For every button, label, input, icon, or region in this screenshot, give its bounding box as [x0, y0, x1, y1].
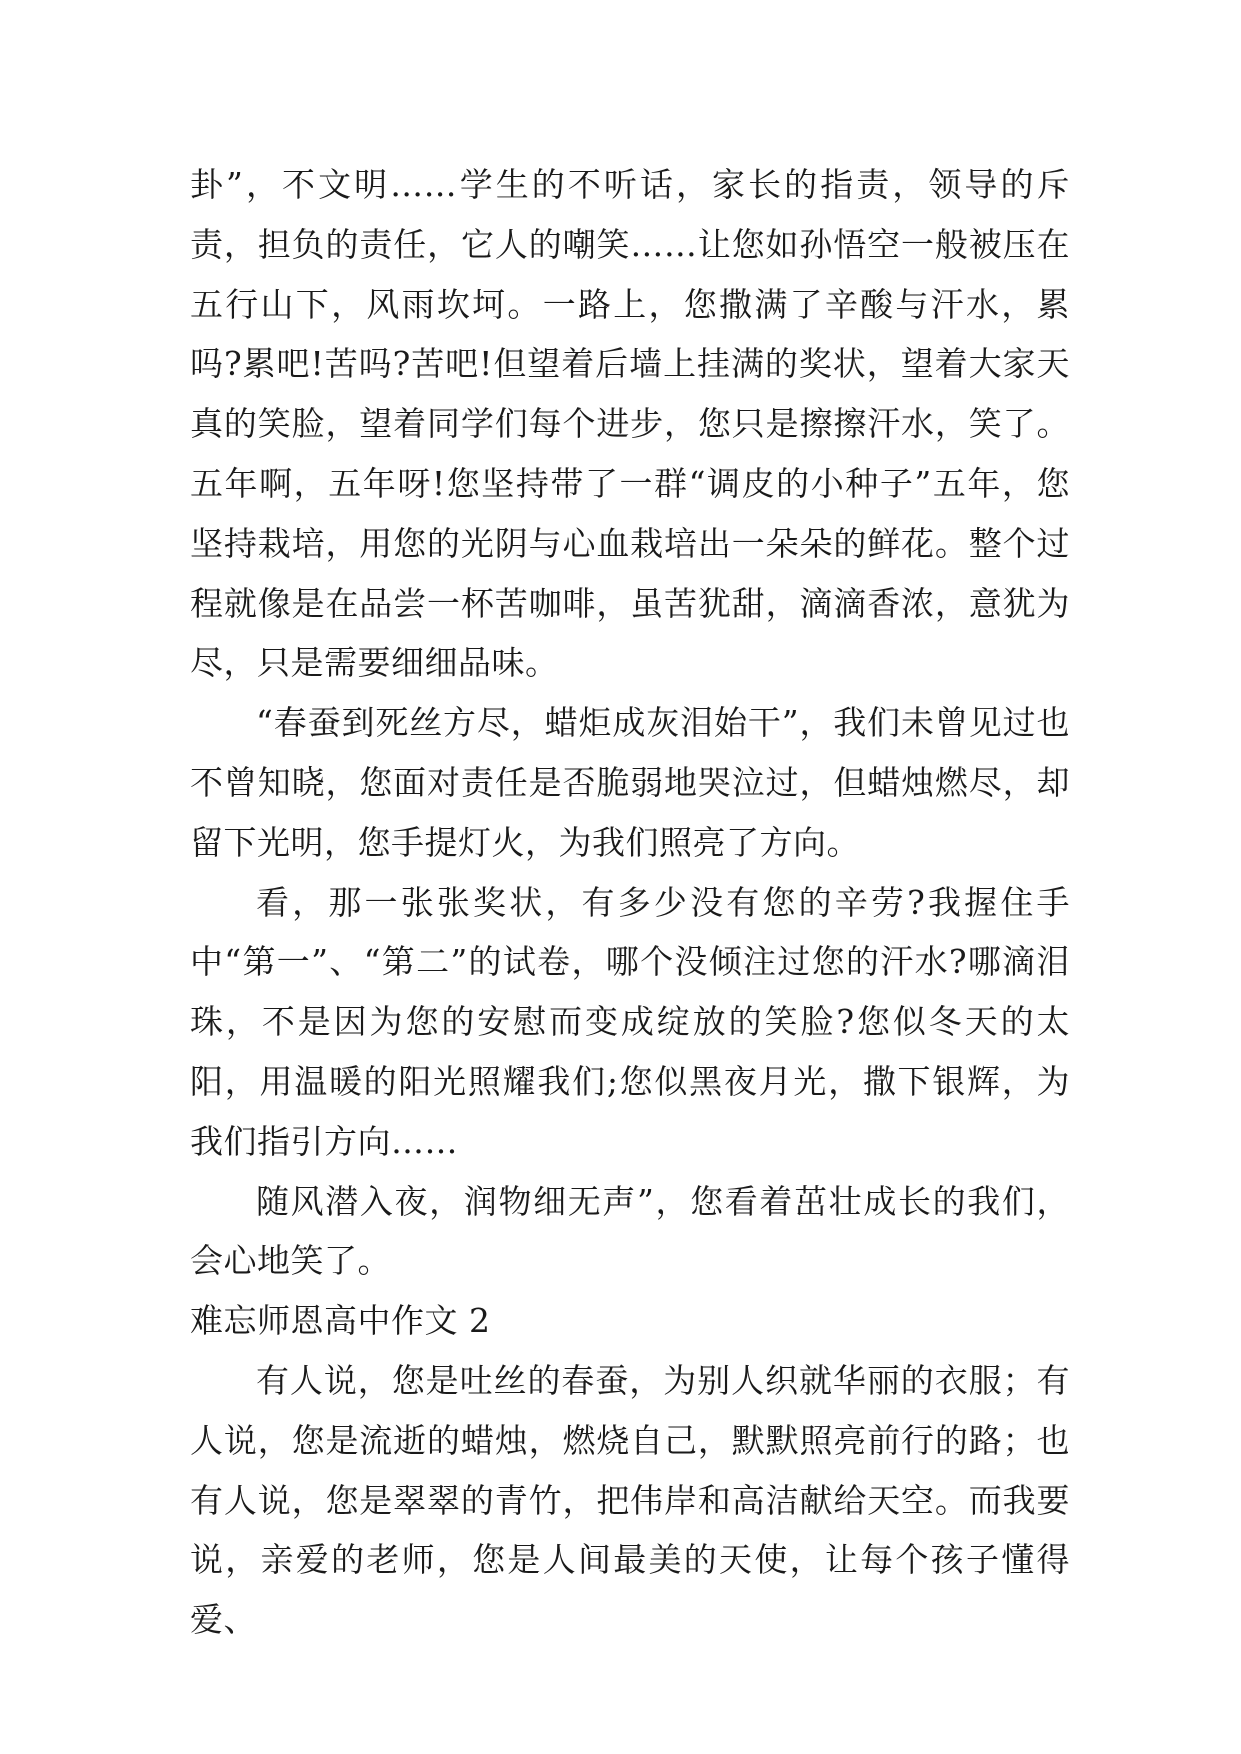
essay-title: 难忘师恩高中作文 2 [190, 1301, 491, 1341]
essay-paragraph-2: “春蚕到死丝方尽，蜡炬成灰泪始干”，我们未曾见过也不曾知晓，您面对责任是否脆弱地哭泣过，但蜡烛燃尽，却留下光明，您手提灯火，为我们照亮了方向。 [190, 703, 1070, 862]
essay-paragraph-1: 卦”，不文明……学生的不听话，家长的指责，领导的斥责，担负的责任，它人的嘲笑……让您如孙悟空一般被压在五行山下，风雨坎坷。一路上，您撒满了辛酸与汗水，累吗?累吧!苦吗?苦吧!但望着后墙上挂满的奖状，望着大家天真的笑脸，望着同学们每个进步，您只是擦擦汗水，笑了。五年啊，五年呀!您坚持带了一群“调皮的小种子”五年，您坚持栽培，用您的光阴与心血栽培出一朵朵的鲜花。整个过程就像是在品尝一杯苦咖啡，虽苦犹甜，滴滴香浓，意犹为尽，只是需要细细品味。 [190, 165, 1070, 683]
essay-body [190, 155, 1070, 1650]
essay-paragraph-5: 有人说，您是吐丝的春蚕，为别人织就华丽的衣服；有人说，您是流逝的蜡烛，燃烧自己，默默照亮前行的路；也有人说，您是翠翠的青竹，把伟岸和高洁献给天空。而我要说，亲爱的老师，您是人间最美的天使，让每个孩子懂得爱、 [190, 1360, 1070, 1640]
essay-paragraph-4: 随风潜入夜，润物细无声”，您看着茁壮成长的我们，会心地笑了。 [190, 1181, 1070, 1281]
essay-paragraph-3: 看，那一张张奖状，有多少没有您的辛劳?我握住手中“第一”、“第二”的试卷，哪个没倾注过您的汗水?哪滴泪珠，不是因为您的安慰而变成绽放的笑脸?您似冬天的太阳，用温暖的阳光照耀我们;您似黑夜月光，撒下银辉，为我们指引方向…… [190, 882, 1070, 1161]
